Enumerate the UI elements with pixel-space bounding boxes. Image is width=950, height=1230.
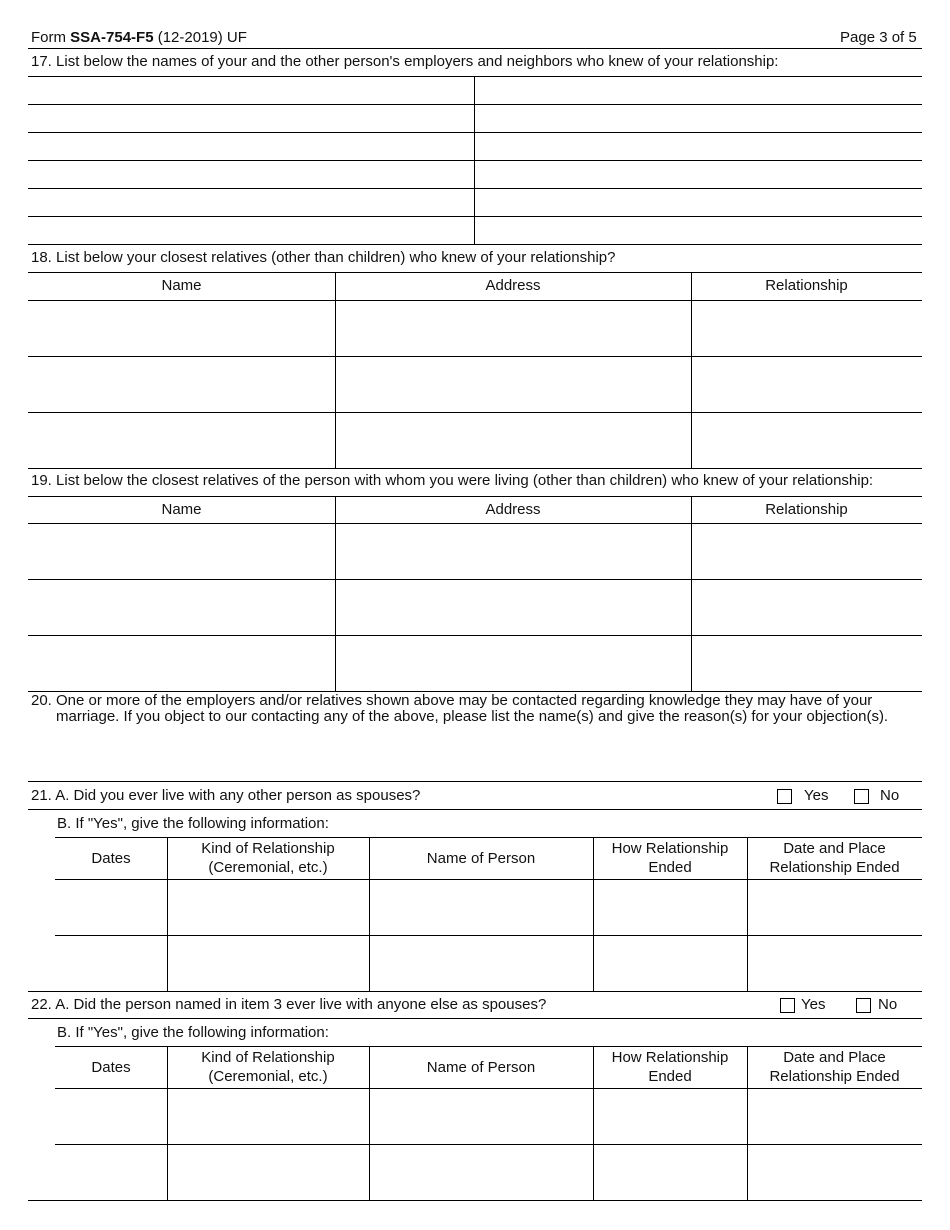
form-id (31, 29, 247, 47)
q18-r2-name[interactable] (28, 357, 334, 412)
q17-cell-r4-right[interactable] (475, 161, 922, 188)
q22-no-label: No (878, 996, 898, 1013)
q21-no-label: No (880, 787, 900, 804)
divider (28, 104, 922, 105)
divider (28, 216, 922, 217)
q20-number: 20. (31, 692, 52, 709)
q18-col-name: Name (161, 277, 202, 294)
q17-cell-r2-right[interactable] (475, 105, 922, 132)
q17-cell-r6-right[interactable] (475, 217, 922, 244)
q17-cell-r1-left[interactable] (28, 77, 474, 104)
q22-r2-name[interactable] (370, 1145, 592, 1200)
q17-cell-r2-left[interactable] (28, 105, 474, 132)
q21-col-how (593, 839, 747, 877)
q21-r2-dates[interactable] (55, 936, 166, 991)
page-number: Page 3 of 5 (840, 29, 917, 46)
q21-r2-name[interactable] (370, 936, 592, 991)
q19-r3-address[interactable] (336, 636, 690, 691)
divider (28, 160, 922, 161)
q19-r2-address[interactable] (336, 580, 690, 635)
q17-cell-r3-right[interactable] (475, 133, 922, 160)
q20-objection-field[interactable] (28, 728, 922, 780)
q21-col-name: Name of Person (426, 850, 536, 867)
q22-r1-date-place[interactable] (748, 1089, 922, 1144)
q21-r2-kind[interactable] (168, 936, 368, 991)
q22-col-kind-line2: (Ceremonial, etc.) (208, 1068, 328, 1085)
q22-question-a: 22. A. Did the person named in item 3 ever live with anyone else as spouses? (31, 996, 547, 1013)
q22-col-how-line1: How Relationship (611, 1049, 729, 1066)
q22-no-checkbox[interactable] (856, 998, 871, 1013)
q19-r2-name[interactable] (28, 580, 334, 635)
q17-label: 17. List below the names of your and the other person's employers and neighbors who knew of your relationship: (31, 53, 779, 70)
q21-col-how-line2: Ended (648, 859, 692, 876)
q18-rule (28, 272, 922, 273)
q19-r3-relationship[interactable] (692, 636, 922, 691)
q22-r2-kind[interactable] (168, 1145, 368, 1200)
q22-col-date-place-line2: Relationship Ended (769, 1068, 900, 1085)
q18-r1-name[interactable] (28, 301, 334, 356)
q21-question-a: 21. A. Did you ever live with any other person as spouses? (31, 787, 421, 804)
q22-col-name: Name of Person (426, 1059, 536, 1076)
q21-r1-name[interactable] (370, 880, 592, 935)
q18-label: 18. List below your closest relatives (other than children) who knew of your relationship? (31, 249, 616, 266)
q21-col-date-place-line1: Date and Place (783, 840, 886, 857)
q18-r1-address[interactable] (336, 301, 690, 356)
q19-col-relationship: Relationship (765, 501, 848, 518)
q21-col-date-place-line2: Relationship Ended (769, 859, 900, 876)
q20-text-line1: One or more of the employers and/or relatives shown above may be contacted regarding knowledge they may have of your (56, 692, 873, 709)
q17-cell-r3-left[interactable] (28, 133, 474, 160)
q21-question-b: B. If "Yes", give the following information: (57, 815, 329, 832)
divider (28, 1200, 922, 1201)
q20-rule (28, 781, 922, 782)
divider (55, 1046, 922, 1047)
q22-col-how-line2: Ended (648, 1068, 692, 1085)
q22-r1-name[interactable] (370, 1089, 592, 1144)
divider (28, 244, 922, 245)
q21-r1-how[interactable] (594, 880, 746, 935)
q19-r2-relationship[interactable] (692, 580, 922, 635)
q19-r3-name[interactable] (28, 636, 334, 691)
q21-yes-label: Yes (804, 787, 829, 804)
q19-col-address: Address (485, 501, 541, 518)
q19-label: 19. List below the closest relatives of the person with whom you were living (other than children) who knew of your relationship: (31, 472, 874, 489)
q21-col-dates: Dates (91, 850, 131, 867)
q21-col-how-line1: How Relationship (611, 840, 729, 857)
q21-col-kind (167, 839, 369, 877)
q19-r1-address[interactable] (336, 524, 690, 579)
q19-rule (28, 496, 922, 497)
q22-question-b: B. If "Yes", give the following information: (57, 1024, 329, 1041)
form-prefix: Form (31, 29, 66, 46)
q17-cell-r5-left[interactable] (28, 189, 474, 216)
q18-r2-relationship[interactable] (692, 357, 922, 412)
divider (28, 132, 922, 133)
q21-r1-date-place[interactable] (748, 880, 922, 935)
q22-r2-date-place[interactable] (748, 1145, 922, 1200)
divider (28, 468, 922, 469)
q22-col-how (593, 1048, 747, 1086)
header-rule (28, 48, 922, 49)
q19-r1-name[interactable] (28, 524, 334, 579)
q21-r2-how[interactable] (594, 936, 746, 991)
q22-r1-how[interactable] (594, 1089, 746, 1144)
q19-col-name: Name (161, 501, 202, 518)
q22-r1-kind[interactable] (168, 1089, 368, 1144)
q22-col-kind-line1: Kind of Relationship (201, 1049, 335, 1066)
q18-r1-relationship[interactable] (692, 301, 922, 356)
q18-col-relationship: Relationship (765, 277, 848, 294)
q18-r3-name[interactable] (28, 413, 334, 468)
q21-r2-date-place[interactable] (748, 936, 922, 991)
q17-cell-r5-right[interactable] (475, 189, 922, 216)
q22-r1-dates[interactable] (55, 1089, 166, 1144)
q22-r2-dates[interactable] (55, 1145, 166, 1200)
q22-col-date-place-line1: Date and Place (783, 1049, 886, 1066)
q18-col-address: Address (485, 277, 541, 294)
q22-yes-label: Yes (801, 996, 826, 1013)
q17-cell-r4-left[interactable] (28, 161, 474, 188)
divider (474, 77, 475, 244)
divider (55, 837, 922, 838)
q21-r1-kind[interactable] (168, 880, 368, 935)
q19-r1-relationship[interactable] (692, 524, 922, 579)
q22-r2-how[interactable] (594, 1145, 746, 1200)
q17-cell-r1-right[interactable] (475, 77, 922, 104)
q17-cell-r6-left[interactable] (28, 217, 474, 244)
form-number: SSA-754-F5 (70, 29, 154, 46)
q22-col-date-place (747, 1048, 922, 1086)
q20-text-line2: marriage. If you object to our contacting any of the above, please list the name(s) and give the reason(s) for your objection(s). (56, 708, 889, 725)
q21-no-checkbox[interactable] (854, 789, 869, 804)
divider (28, 188, 922, 189)
q21-r1-dates[interactable] (55, 880, 166, 935)
q22-yes-checkbox[interactable] (780, 998, 795, 1013)
q21-yes-checkbox[interactable] (777, 789, 792, 804)
divider (28, 809, 922, 810)
form-version: (12-2019) UF (157, 29, 247, 46)
q22-col-kind (167, 1048, 369, 1086)
q21-col-kind-line1: Kind of Relationship (201, 840, 335, 857)
q18-r2-address[interactable] (336, 357, 690, 412)
q21-col-date-place (747, 839, 922, 877)
q22-col-dates: Dates (91, 1059, 131, 1076)
divider (28, 991, 922, 992)
q18-r3-relationship[interactable] (692, 413, 922, 468)
q21-col-kind-line2: (Ceremonial, etc.) (208, 859, 328, 876)
q18-r3-address[interactable] (336, 413, 690, 468)
divider (28, 1018, 922, 1019)
